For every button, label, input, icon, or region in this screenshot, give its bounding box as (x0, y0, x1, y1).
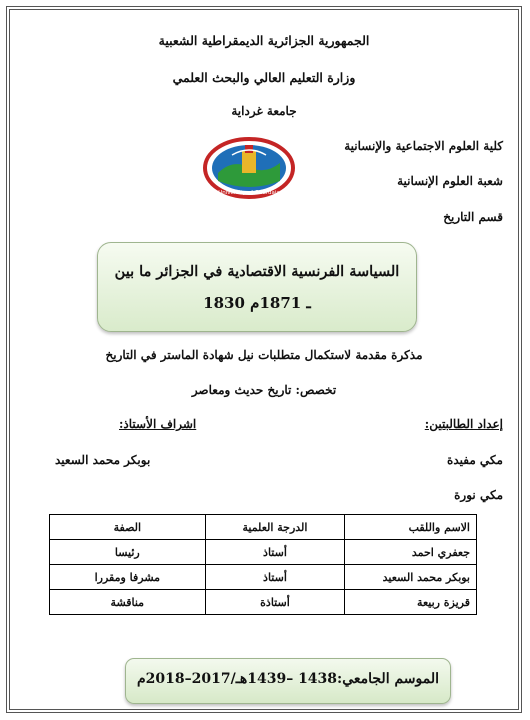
student-name: مكي مفيدة (447, 453, 503, 467)
jury-role: مناقشة (50, 590, 206, 615)
column-header-role: الصفة (50, 515, 206, 540)
student-name: مكي نورة (454, 488, 503, 502)
ministry-heading: وزارة التعليم العالي والبحث العلمي (172, 70, 356, 85)
jury-role: مشرفا ومقررا (50, 565, 206, 590)
jury-role: رئيسا (50, 540, 206, 565)
column-header-name: الاسم واللقب (345, 515, 477, 540)
table-row (50, 540, 477, 565)
memo-text: مذكرة مقدمة لاستكمال متطلبات نيل شهادة الماستر في التاريخ (105, 348, 423, 362)
supervisor-name: بوبكر محمد السعيد (55, 453, 151, 467)
jury-degree: أستاذ (205, 540, 345, 565)
jury-name: قريزة ربيعة (345, 590, 477, 615)
jury-name: جعفري احمد (345, 540, 477, 565)
column-header-degree: الدرجة العلمية (205, 515, 345, 540)
seal-caption: University of Ghardaia (218, 190, 280, 196)
page-border (6, 6, 522, 713)
table-row (50, 565, 477, 590)
table-row (50, 590, 477, 615)
university-heading: جامعة غرداية (231, 104, 297, 118)
university-seal-logo (202, 137, 296, 199)
academic-season-text: الموسم الجامعي:1438 –1439هـ/2017–2018م (137, 671, 439, 687)
thesis-title-line1: السياسة الفرنسية الاقتصادية في الجزائر ما بين (114, 263, 400, 280)
republic-heading: الجمهورية الجزائرية الديمقراطية الشعبية (158, 33, 370, 48)
thesis-title-box (97, 242, 417, 332)
jury-degree: أستاذ (205, 565, 345, 590)
prepared-by-label: إعداد الطالبتين: (424, 417, 503, 431)
supervision-label: اشراف الأستاذ: (119, 417, 197, 431)
jury-name: بوبكر محمد السعيد (345, 565, 477, 590)
jury-table (49, 514, 477, 615)
thesis-title-line2: 1830 ـ 1871م (203, 294, 311, 312)
department-name: قسم التاريخ (443, 210, 503, 224)
branch-name: شعبة العلوم الإنسانية (397, 174, 503, 188)
college-name: كلية العلوم الاجتماعية والإنسانية (344, 139, 503, 153)
academic-season-box (125, 658, 451, 704)
specialization-text: تخصص: تاريخ حديث ومعاصر (191, 383, 337, 397)
jury-degree: أستاذة (205, 590, 345, 615)
table-header-row (50, 515, 477, 540)
